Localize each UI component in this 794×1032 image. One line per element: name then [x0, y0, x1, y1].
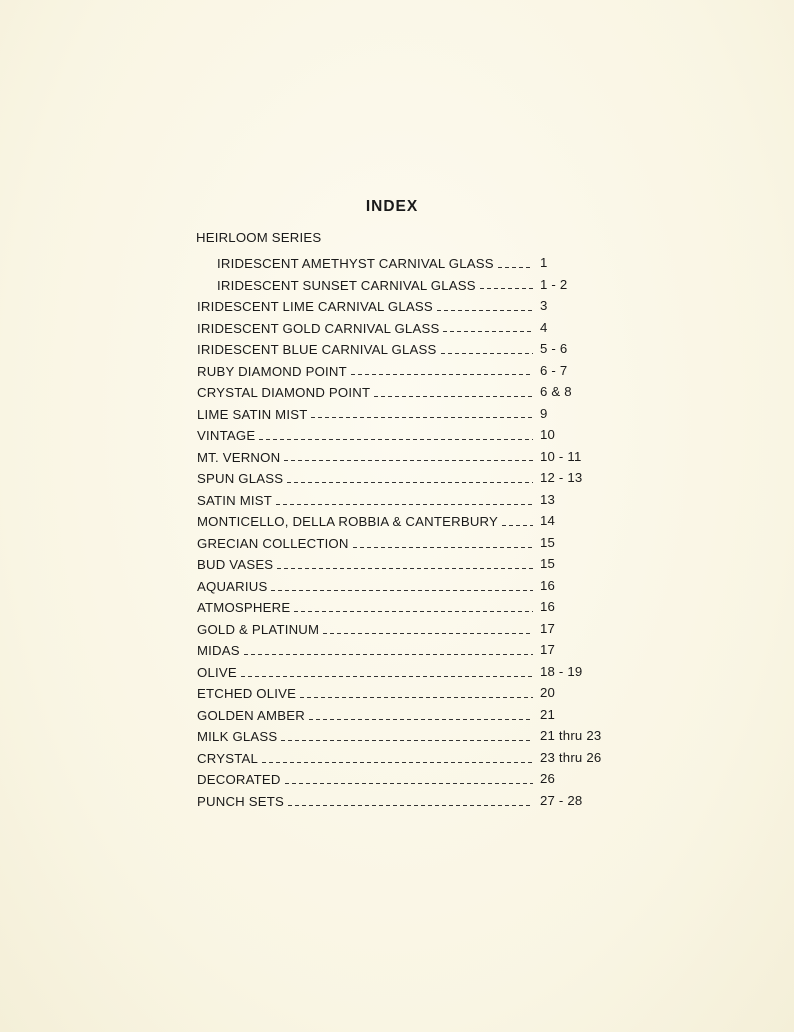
- index-entry: [197, 445, 582, 465]
- entry-page-number: 23 thru 26: [540, 749, 602, 765]
- index-entry: [217, 273, 568, 293]
- entry-label: PUNCH SETS: [197, 794, 284, 809]
- dotted-leader: [353, 544, 533, 548]
- entry-page-number: 17: [540, 620, 556, 636]
- index-entry: [197, 488, 556, 508]
- index-entry: [197, 337, 568, 358]
- dotted-leader: [281, 737, 533, 741]
- index-entry: [197, 746, 602, 766]
- index-entry: [197, 552, 556, 573]
- entry-page-number: 9: [540, 405, 548, 421]
- entry-page-number: 1: [540, 255, 548, 270]
- dotted-leader: [276, 501, 533, 505]
- dotted-leader: [284, 458, 533, 462]
- index-entry: [197, 724, 602, 745]
- entry-page-number: 26: [540, 771, 556, 787]
- entry-label: IRIDESCENT LIME CARNIVAL GLASS: [197, 299, 433, 315]
- dotted-leader: [300, 694, 533, 698]
- dotted-leader: [480, 286, 533, 290]
- entry-label: GOLDEN AMBER: [197, 707, 305, 723]
- dotted-leader: [311, 415, 533, 419]
- dotted-leader: [259, 436, 533, 440]
- dotted-leader: [244, 651, 533, 655]
- dotted-leader: [437, 307, 533, 311]
- dotted-leader: [288, 802, 533, 806]
- index-entry: [197, 423, 556, 444]
- entry-label: CRYSTAL: [197, 750, 259, 766]
- entry-label: DECORATED: [197, 772, 281, 788]
- entry-page-number: 21 thru 23: [540, 728, 602, 744]
- dotted-leader: [287, 479, 533, 483]
- entry-label: SPUN GLASS: [197, 471, 284, 487]
- entry-label: AQUARIUS: [197, 578, 268, 594]
- dotted-leader: [443, 329, 533, 333]
- entry-label: IRIDESCENT AMETHYST CARNIVAL GLASS: [217, 256, 494, 271]
- entry-label: GRECIAN COLLECTION: [197, 535, 349, 551]
- dotted-leader: [241, 673, 533, 677]
- entry-label: OLIVE: [197, 664, 237, 680]
- index-entry: [197, 359, 568, 379]
- entry-page-number: 14: [540, 513, 556, 529]
- dotted-leader: [285, 780, 533, 784]
- dotted-leader: [498, 264, 533, 268]
- dotted-leader: [271, 587, 533, 591]
- entry-label: MILK GLASS: [197, 729, 278, 745]
- index-entry: [197, 402, 548, 422]
- entry-label: LIME SATIN MIST: [197, 406, 308, 422]
- index-entry: [197, 509, 556, 530]
- entry-label: VINTAGE: [197, 428, 256, 444]
- index-entry: [197, 789, 583, 809]
- index-entry: [197, 466, 583, 487]
- index-entry: [197, 703, 556, 723]
- entry-page-number: 16: [540, 577, 556, 593]
- entry-page-number: 17: [540, 642, 556, 658]
- index-entry: [197, 574, 556, 594]
- entry-label: IRIDESCENT SUNSET CARNIVAL GLASS: [217, 277, 476, 293]
- entry-label: GOLD & PLATINUM: [197, 621, 320, 637]
- entry-page-number: 10 - 11: [540, 448, 582, 464]
- index-entry: [197, 638, 556, 659]
- entry-page-number: 3: [540, 298, 548, 314]
- entry-label: ATMOSPHERE: [197, 600, 291, 616]
- entry-page-number: 18 - 19: [540, 663, 583, 679]
- entry-page-number: 16: [540, 599, 556, 615]
- dotted-leader: [309, 716, 533, 720]
- entry-label: SATIN MIST: [197, 492, 273, 508]
- index-entry: [197, 380, 572, 401]
- dotted-leader: [374, 393, 533, 397]
- page-title: INDEX: [365, 198, 419, 215]
- entry-page-number: 27 - 28: [540, 793, 583, 808]
- entry-page-number: 12 - 13: [540, 470, 583, 486]
- dotted-leader: [351, 372, 533, 376]
- entry-page-number: 5 - 6: [540, 341, 568, 357]
- dotted-leader: [262, 759, 533, 763]
- entry-label: RUBY DIAMOND POINT: [197, 363, 347, 379]
- entry-page-number: 10: [540, 427, 556, 443]
- entry-page-number: 6 & 8: [540, 384, 572, 400]
- index-entry: [197, 316, 548, 336]
- entry-page-number: 13: [540, 491, 556, 507]
- dotted-leader: [502, 522, 533, 526]
- index-entry: [197, 595, 556, 616]
- entry-label: BUD VASES: [197, 557, 274, 573]
- index-entry: [197, 660, 583, 680]
- entry-label: MIDAS: [197, 643, 240, 659]
- index-entry: [217, 251, 548, 271]
- entry-label: CRYSTAL DIAMOND POINT: [197, 385, 371, 401]
- index-entry: [197, 767, 556, 788]
- entry-page-number: 4: [540, 319, 548, 335]
- series-heading: HEIRLOOM SERIES: [196, 230, 322, 245]
- entry-page-number: 6 - 7: [540, 362, 568, 378]
- entry-page-number: 15: [540, 534, 556, 550]
- index-entry: [197, 681, 556, 702]
- entry-label: IRIDESCENT BLUE CARNIVAL GLASS: [197, 342, 437, 358]
- index-entry: [197, 617, 556, 637]
- entry-page-number: 1 - 2: [540, 276, 568, 292]
- index-entry: [197, 294, 548, 315]
- dotted-leader: [441, 350, 533, 354]
- entry-page-number: 21: [540, 706, 556, 722]
- entry-page-number: 20: [540, 685, 556, 701]
- entry-label: MONTICELLO, DELLA ROBBIA & CANTERBURY: [197, 514, 499, 530]
- dotted-leader: [323, 630, 533, 634]
- index-entry: [197, 531, 556, 551]
- entry-label: ETCHED OLIVE: [197, 686, 297, 702]
- dotted-leader: [294, 608, 533, 612]
- entry-label: MT. VERNON: [197, 449, 281, 465]
- entry-label: IRIDESCENT GOLD CARNIVAL GLASS: [197, 320, 440, 336]
- dotted-leader: [277, 565, 533, 569]
- entry-page-number: 15: [540, 556, 556, 572]
